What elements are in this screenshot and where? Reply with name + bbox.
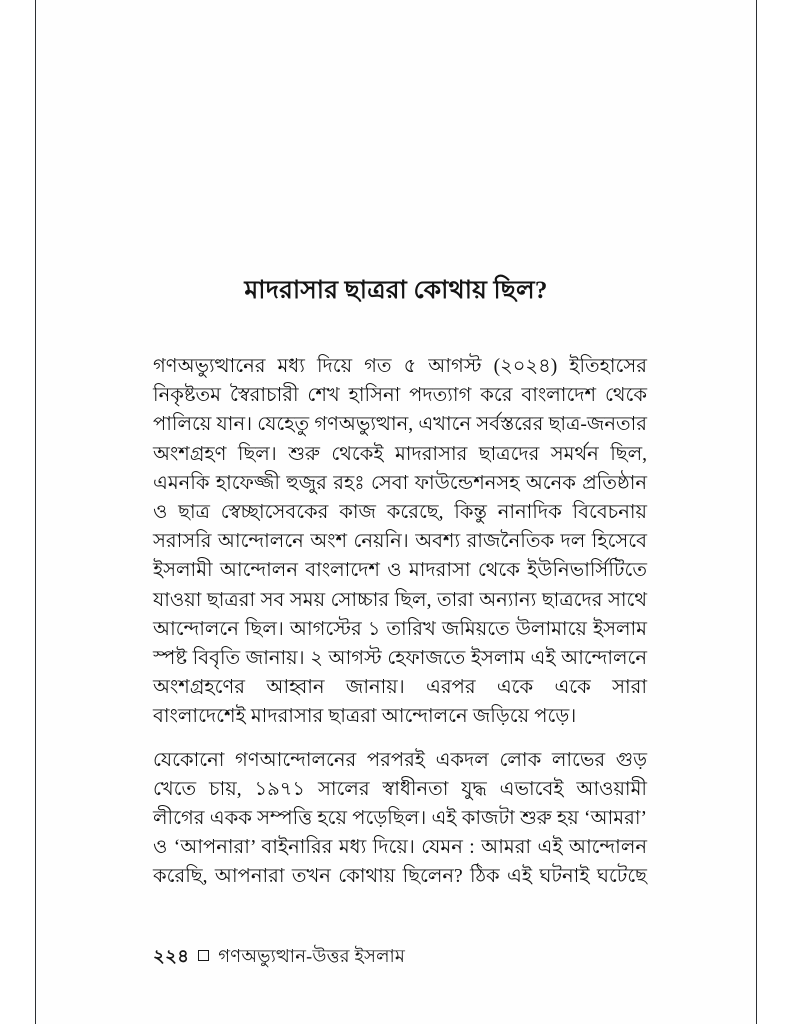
page-sheet [35, 0, 757, 1024]
hollow-square-separator-icon [198, 950, 209, 961]
body-paragraph-2: যেকোনো গণআন্দোলনের পরপরই একদল লোক লাভের গুড় খেতে চায়, ১৯৭১ সালের স্বাধীনতা যুদ্ধ এভাবেই আওয়ামী লীগের একক সম্পত্তি হয়ে পড়েছিল। এই কাজটা শুরু হয় ‘আমরা’ ও ‘আপনারা’ বাইনারির মধ্য দিয়ে। যেমন : আমরা এই আন্দোলন করেছি, আপনারা তখন কোথায় ছিলেন? ঠিক এই ঘটনাই ঘটেছে [153, 749, 647, 888]
running-head-title: গণঅভ্যুত্থান-উত্তর ইসলাম [218, 946, 406, 966]
page-content-area [36, 0, 756, 1024]
body-text-column [153, 352, 647, 892]
page-number: ২২৪ [153, 946, 190, 966]
body-paragraph-1: গণঅভ্যুত্থানের মধ্য দিয়ে গত ৫ আগস্ট (২০২৪) ইতিহাসের নিকৃষ্টতম স্বৈরাচারী শেখ হাসিনা পদত্যাগ করে বাংলাদেশ থেকে পালিয়ে যান। যেহেতু গণঅভ্যুত্থান, এখানে সর্বস্তরের ছাত্র-জনতার অংশগ্রহণ ছিল। শুরু থেকেই মাদরাসার ছাত্রদের সমর্থন ছিল, এমনকি হাফেজ্জী হুজুর রহঃ সেবা ফাউন্ডেশনসহ অনেক প্রতিষ্ঠান ও ছাত্র স্বেচ্ছাসেবকের কাজ করেছে, কিন্তু নানাদিক বিবেচনায় সরাসরি আন্দোলনে অংশ নেয়নি। অবশ্য রাজনৈতিক দল হিসেবে ইসলামী আন্দোলন বাংলাদেশ ও মাদরাসা থেকে ইউনিভার্সিটিতে যাওয়া ছাত্ররা সব সময় সোচ্চার ছিল, তারা অন্যান্য ছাত্রদের সাথে আন্দোলনে ছিল। আগস্টের ১ তারিখ জমিয়তে উলামায়ে ইসলাম স্পষ্ট বিবৃতি জানায়। ২ আগস্ট হেফাজতে ইসলাম এই আন্দোলনে অংশগ্রহণের আহ্বান জানায়। এরপর একে একে সারা বাংলাদেশেই মাদরাসার ছাত্ররা আন্দোলনে জড়িয়ে পড়ে। [153, 356, 647, 728]
page-footer [153, 946, 647, 968]
chapter-title: মাদরাসার ছাত্ররা কোথায় ছিল? [244, 276, 548, 304]
